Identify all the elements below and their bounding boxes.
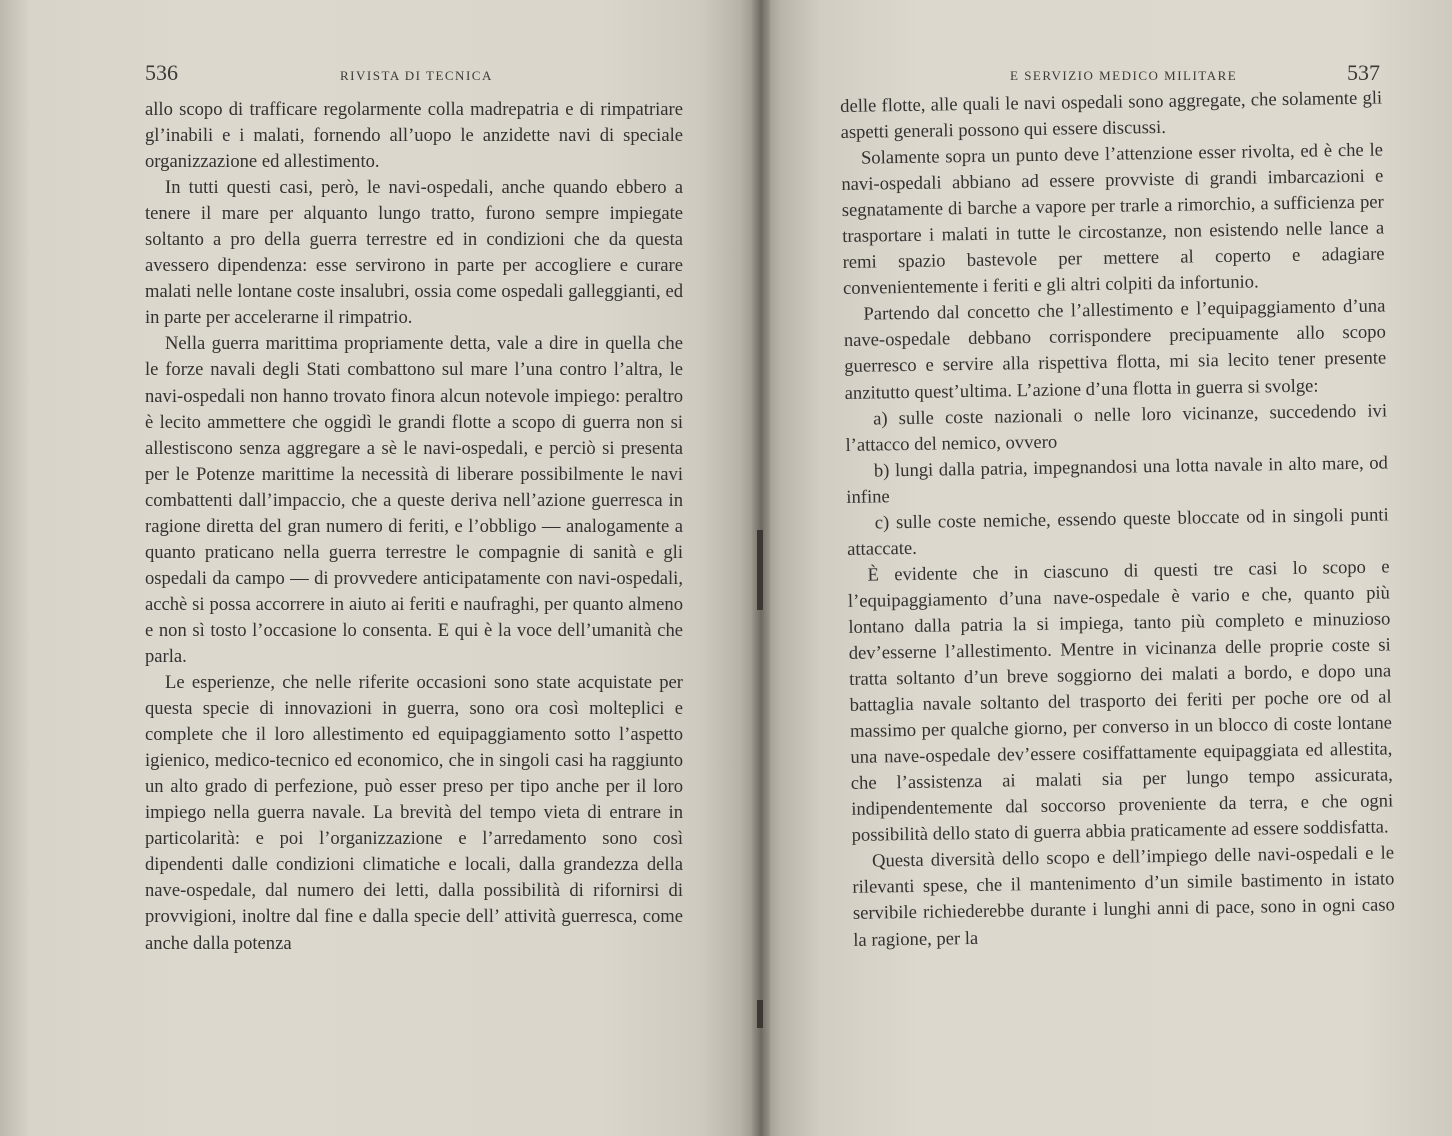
left-paragraph-1: allo scopo di trafficare regolarmente colla madrepatria e di rimpatriare gl’inabili e i malati, fornendo all’uopo le anzidette navi di speciale organizzazione ed allestimento. <box>145 99 683 173</box>
left-page-number: 536 <box>145 60 178 85</box>
left-paragraph-3: Nella guerra marittima propriamente detta, vale a dire in quella che le forze navali degli Stati combattono sul mare l’una contro l’altra, le navi-ospedali non hanno trovato finora alcun notevole impiego: peraltro è lecito ammettere che oggidì le grandi flotte a scopo di guerra non si allestiscono senza aggregare a sè le navi-ospedali, e perciò si presenta per le Potenze marittime la necessità di liberare possibilmente le navi combattenti dall’impaccio, che a queste deriva nell’azione guerresca in ragione diretta del gran numero di feriti, e l’obbligo — analogamente a quanto praticano nella guerra terrestre le compagnie di sanità e gli ospedali da campo — di provvedere anticipatamente con navi-ospedali, acchè si possa accorrere in aiuto ai feriti e naufraghi, per quanto almeno e non sì tosto l’occasione lo consenta. E qui è la voce dell’umanità che parla. <box>145 333 683 667</box>
left-running-head: RIVISTA DI TECNICA <box>340 68 493 83</box>
right-paragraph-5: Questa diversità dello scopo e dell’impiego delle navi-ospedali e le rilevanti spese, che il mantenimento d’un simile bastimento in istato servibile richiederebbe durante i lunghi anni di pace, sono in ogni caso la ragione, per la <box>852 842 1395 951</box>
left-paragraph-2: In tutti questi casi, però, le navi-ospedali, anche quando ebbero a tenere il mare per alquanto lungo tratto, furono sempre impiegate soltanto a pro della guerra terrestre ed in condizioni che da questa avessero dipendenza: esse servirono in parte per accogliere e curare malati nelle lontane coste insalubri, ossia come ospedali galleggianti, ed in parte per accelerarne il rimpatrio. <box>145 177 683 329</box>
right-page-body <box>840 85 1395 953</box>
right-list-item-a: a) sulle coste nazionali o nelle loro vicinanze, succedendo ivi l’attacco del nemico, ovvero <box>845 400 1388 456</box>
right-paragraph-4: È evidente che in ciascuno di questi tre casi lo scopo e l’equipaggiamento d’una nave-ospedale è vario e che, quanto più lontano dalla patria la si impiega, tanto più completo e minuzioso dev’esserne l’allestimento. Mentre in vicinanza delle proprie coste si tratta soltanto d’un breve soggiorno dei malati a bordo, e dopo una battaglia navale soltanto del trasporto dei feriti per poche ore od al massimo per qualche giorno, per converso in un blocco di coste lontane una nave-ospedale dev’essere cosiffattamente equipaggiata ed allestita, che l’assistenza ai malati sia per lungo tempo assicurata, indipendentemente dal soccorso proveniente da terra, e che ogni possibilità dello stato di guerra abbia praticamente ad essere soddisfatta. <box>847 556 1394 847</box>
right-running-head: E SERVIZIO MEDICO MILITARE <box>1010 68 1238 83</box>
right-page <box>760 0 1452 1136</box>
right-list-item-b: b) lungi dalla patria, impegnandosi una lotta navale in alto mare, od infine <box>846 452 1389 508</box>
left-paragraph-4: Le esperienze, che nelle riferite occasioni sono state acquistate per questa specie di innovazioni in guerra, sono ora così molteplici e complete che il loro allestimento ed equipaggiamento sotto l’aspetto igienico, medico-tecnico ed economico, che in singoli casi ha raggiunto un alto grado di perfezione, può esser preso per tipo anche per il loro impiego nella guerra navale. La brevità del tempo vieta di entrare in particolarità: e poi l’organizzazione e l’arredamento sono così dipendenti dalle condizioni climatiche e locali, dalla grandezza della nave-ospedale, dal numero dei letti, dalla possibilità di rifornirsi di provvigioni, inoltre dal fine e dalla specie dell’ attività guerresca, come anche dalla potenza <box>145 672 683 954</box>
right-paragraph-1: delle flotte, alle quali le navi ospedali sono aggregate, che solamente gli aspetti generali possono qui essere discussi. <box>840 87 1383 144</box>
right-list-item-c: c) sulle coste nemiche, essendo queste bloccate od in singoli punti attaccate. <box>846 504 1389 560</box>
right-page-number: 537 <box>1347 60 1380 85</box>
left-page-header <box>145 60 690 90</box>
binding-thread-mark <box>757 530 763 610</box>
right-paragraph-2: Solamente sopra un punto deve l’attenzione esser rivolta, ed è che le navi-ospedali abbiano ad essere provviste di grandi imbarcazioni e segnatamente di barche a vapore per trarle a rimorchio, a sufficienza per trasportare i malati in tutte le circostanze, non esistendo nelle lance a remi spazio bastevole per mettere al coperto e adagiare convenientemente i feriti e gli altri colpiti da infortunio. <box>841 139 1385 300</box>
left-page-body <box>145 97 683 957</box>
right-page-header <box>840 60 1380 90</box>
binding-thread-mark <box>757 1000 763 1028</box>
right-paragraph-3: Partendo dal concetto che l’allestimento e l’equipaggiamento d’una nave-ospedale debbano corrispondere precipuamente allo scopo guerresco e servire alla rispettiva flotta, mi sia lecito tener presente anzitutto quest’ultima. L’azione d’una flotta in guerra si svolge: <box>843 295 1387 404</box>
